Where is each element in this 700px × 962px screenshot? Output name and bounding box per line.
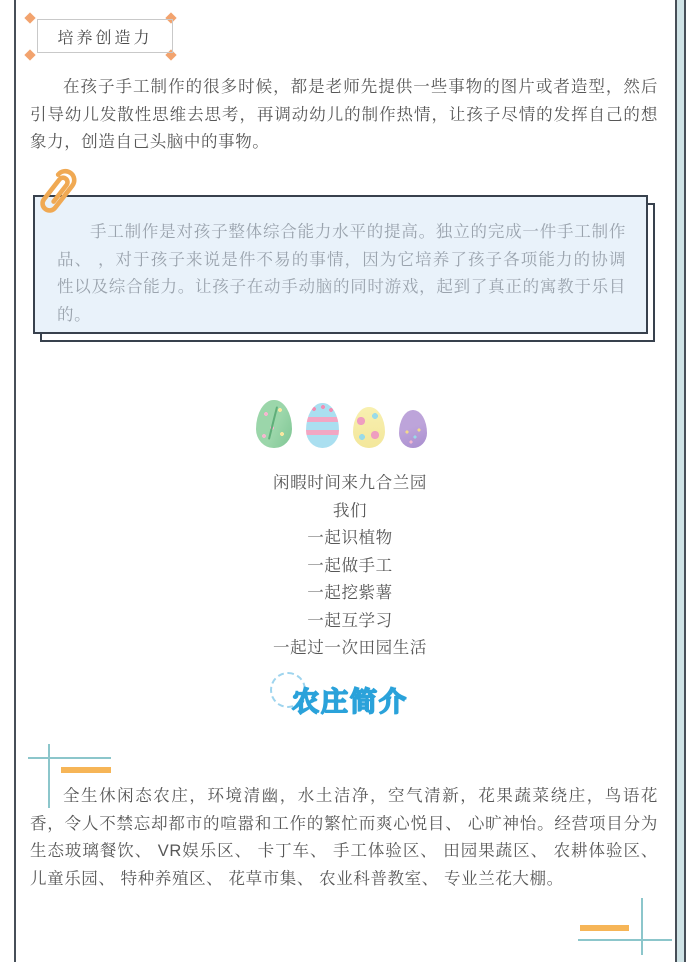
- invitation-line: 一起互学习: [307, 611, 393, 630]
- highlight-paragraph: 手工制作是对孩子整体综合能力水平的提高。独立的完成一件手工制作品、 ，对于孩子来说是件不易的事情，因为它培养了孩子各项能力的协调性以及综合能力。让孩子在动手动脑的同时游戏，起到了真正的寓教于乐目的。: [57, 223, 626, 324]
- invitation-line: 一起挖紫薯: [307, 584, 393, 602]
- invitation-line: 一起过一次田园生活: [273, 639, 427, 657]
- teal-cross-line-icon: [28, 757, 111, 759]
- teal-cross-line-icon: [578, 939, 672, 941]
- invitation-line: 一起做手工: [307, 556, 393, 575]
- easter-egg-green-floral-icon: [256, 400, 292, 448]
- invitation-line: 闲暇时间来九合兰园: [273, 474, 427, 492]
- section-heading-label: 培养创造力: [57, 29, 153, 47]
- farm-paragraph: 全生休闲态农庄，环境清幽，水土洁净，空气清新，花果蔬菜绕庄，鸟语花香，令人不禁忘却都市的喧嚣和工作的繁忙而爽心悦目、 心旷神怡。经营项目分为生态玻璃餐饮、 VR娱乐区、 卡丁车、 手工体验区、 田园果蔬区、 农耕体验区、 儿童乐园、 特种养殖区、 花草市集、 农业科普教室、 专业兰花大棚。: [30, 787, 658, 888]
- orange-bar-icon: [61, 767, 111, 773]
- easter-egg-blue-striped-icon: [306, 403, 339, 448]
- diamond-icon: [24, 12, 35, 23]
- farm-section-title-wrap: [0, 680, 700, 719]
- paperclip-icon: [32, 163, 80, 221]
- easter-egg-yellow-flower-icon: [353, 407, 385, 448]
- intro-paragraph: 在孩子手工制作的很多时候，都是老师先提供一些事物的图片或者造型，然后引导幼儿发散性思维去思考，再调动幼儿的制作热情，让孩子尽情的发挥自己的想象力，创造自己头脑中的事物。: [30, 78, 658, 151]
- invitation-line: 我们: [332, 501, 368, 520]
- farm-section-title: [292, 680, 408, 719]
- easter-eggs-row: [0, 396, 700, 448]
- highlight-box: [33, 195, 648, 334]
- invitation-block: [0, 470, 700, 663]
- diamond-icon: [24, 49, 35, 60]
- orange-bar-icon: [580, 925, 629, 931]
- section-heading-box: [37, 19, 173, 53]
- invitation-line: 一起识植物: [307, 529, 393, 547]
- farm-section-title-label: 农庄简介: [292, 687, 408, 717]
- easter-egg-purple-speckled-icon: [399, 410, 427, 448]
- teal-cross-line-icon: [641, 898, 643, 955]
